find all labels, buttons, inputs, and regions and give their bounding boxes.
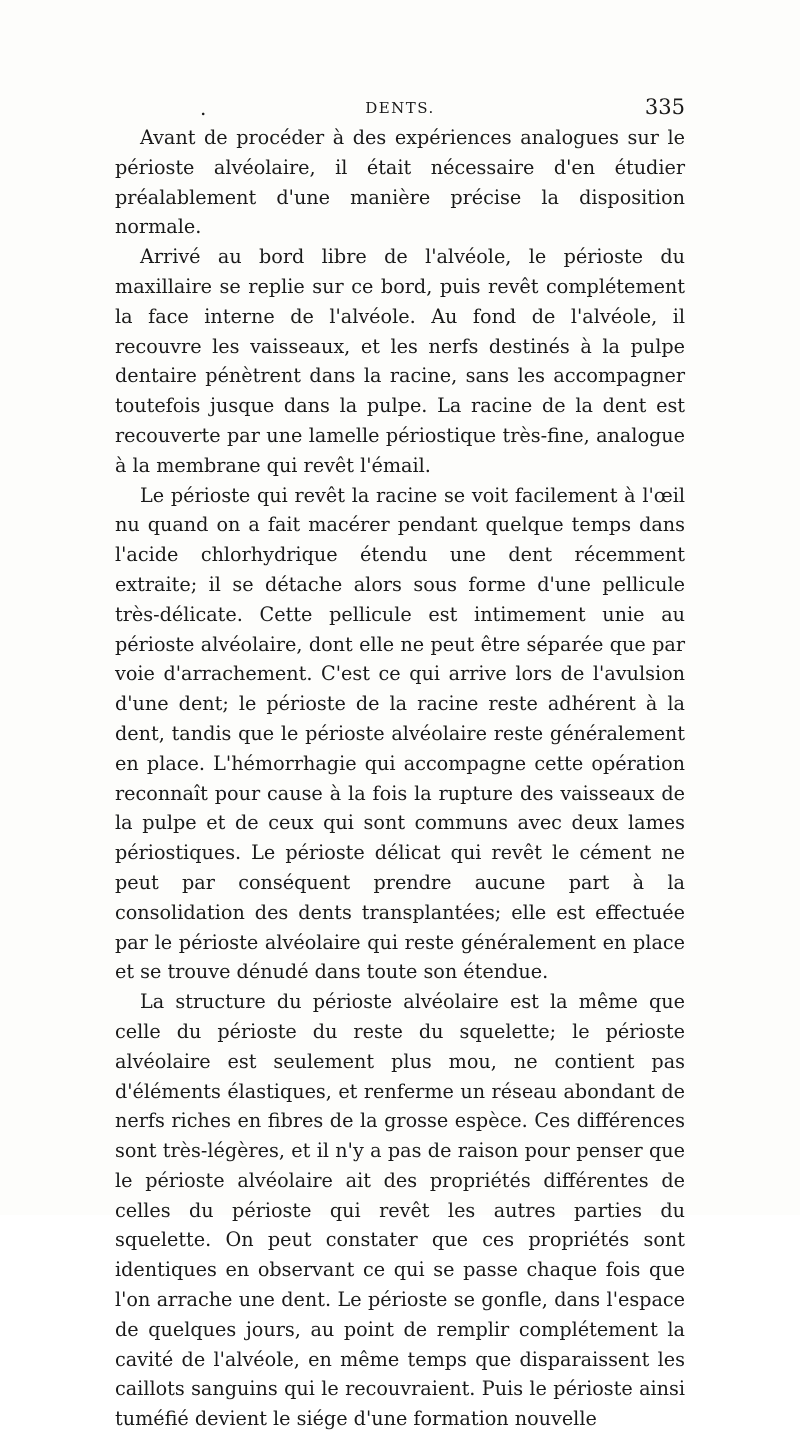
running-head — [115, 96, 685, 126]
paragraph-1: Avant de procéder à des expériences analogues sur le périoste alvéolaire, il était nécessaire d'en étudier préalablement d'une manière précise la disposition normale. — [115, 126, 685, 239]
page-number: 335 — [644, 95, 685, 119]
body-text — [115, 123, 685, 1434]
chapter-title: DENTS. — [365, 99, 435, 117]
header-marker: . — [200, 96, 207, 120]
paragraph-2: Arrivé au bord libre de l'alvéole, le périoste du maxillaire se replie sur ce bord, puis revêt complétement la face interne de l'alvéole. Au fond de l'alvéole, il recouvre les vaisseaux, et les nerfs destinés à la pulpe dentaire pénètrent dans la racine, sans les accompagner toutefois jusque dans la pulpe. La racine de la dent est recouverte par une lamelle périostique très-fine, analogue à la membrane qui revêt l'émail. — [115, 245, 685, 477]
paragraph-3: Le périoste qui revêt la racine se voit facilement à l'œil nu quand on a fait macérer pendant quelque temps dans l'acide chlorhydrique étendu une dent récemment extraite; il se détache alors sous forme d'une pellicule très-délicate. Cette pellicule est intimement unie au périoste alvéolaire, dont elle ne peut être séparée que par voie d'arrachement. C'est ce qui arrive lors de l'avulsion d'une dent; le périoste de la racine reste adhérent à la dent, tandis que le périoste alvéolaire reste généralement en place. L'hémorrhagie qui accompagne cette opération reconnaît pour cause à la fois la rupture des vaisseaux de la pulpe et de ceux qui sont communs avec deux lames périostiques. Le périoste délicat qui revêt le cément ne peut par conséquent prendre aucune part à la consolidation des dents transplantées; elle est effectuée par le périoste alvéolaire qui reste généralement en place et se trouve dénudé dans toute son étendue. — [115, 483, 685, 984]
paragraph-4: La structure du périoste alvéolaire est la même que celle du périoste du reste du squelette; le périoste alvéolaire est seulement plus mou, ne contient pas d'éléments élastiques, et renferme un réseau abondant de nerfs riches en fibres de la grosse espèce. Ces différences sont très-légères, et il n'y a pas de raison pour penser que le périoste alvéolaire ait des propriétés différentes de celles du périoste qui revêt les autres parties du squelette. On peut constater que ces propriétés sont identiques en observant ce qui se passe chaque fois que l'on arrache une dent. Le périoste se gonfle, dans l'espace de quelques jours, au point de remplir complétement la cavité de l'alvéole, en même temps que disparaissent les caillots sanguins qui le recouvraient. Puis le périoste ainsi tuméfié devient le siége d'une formation nouvelle — [115, 990, 685, 1431]
